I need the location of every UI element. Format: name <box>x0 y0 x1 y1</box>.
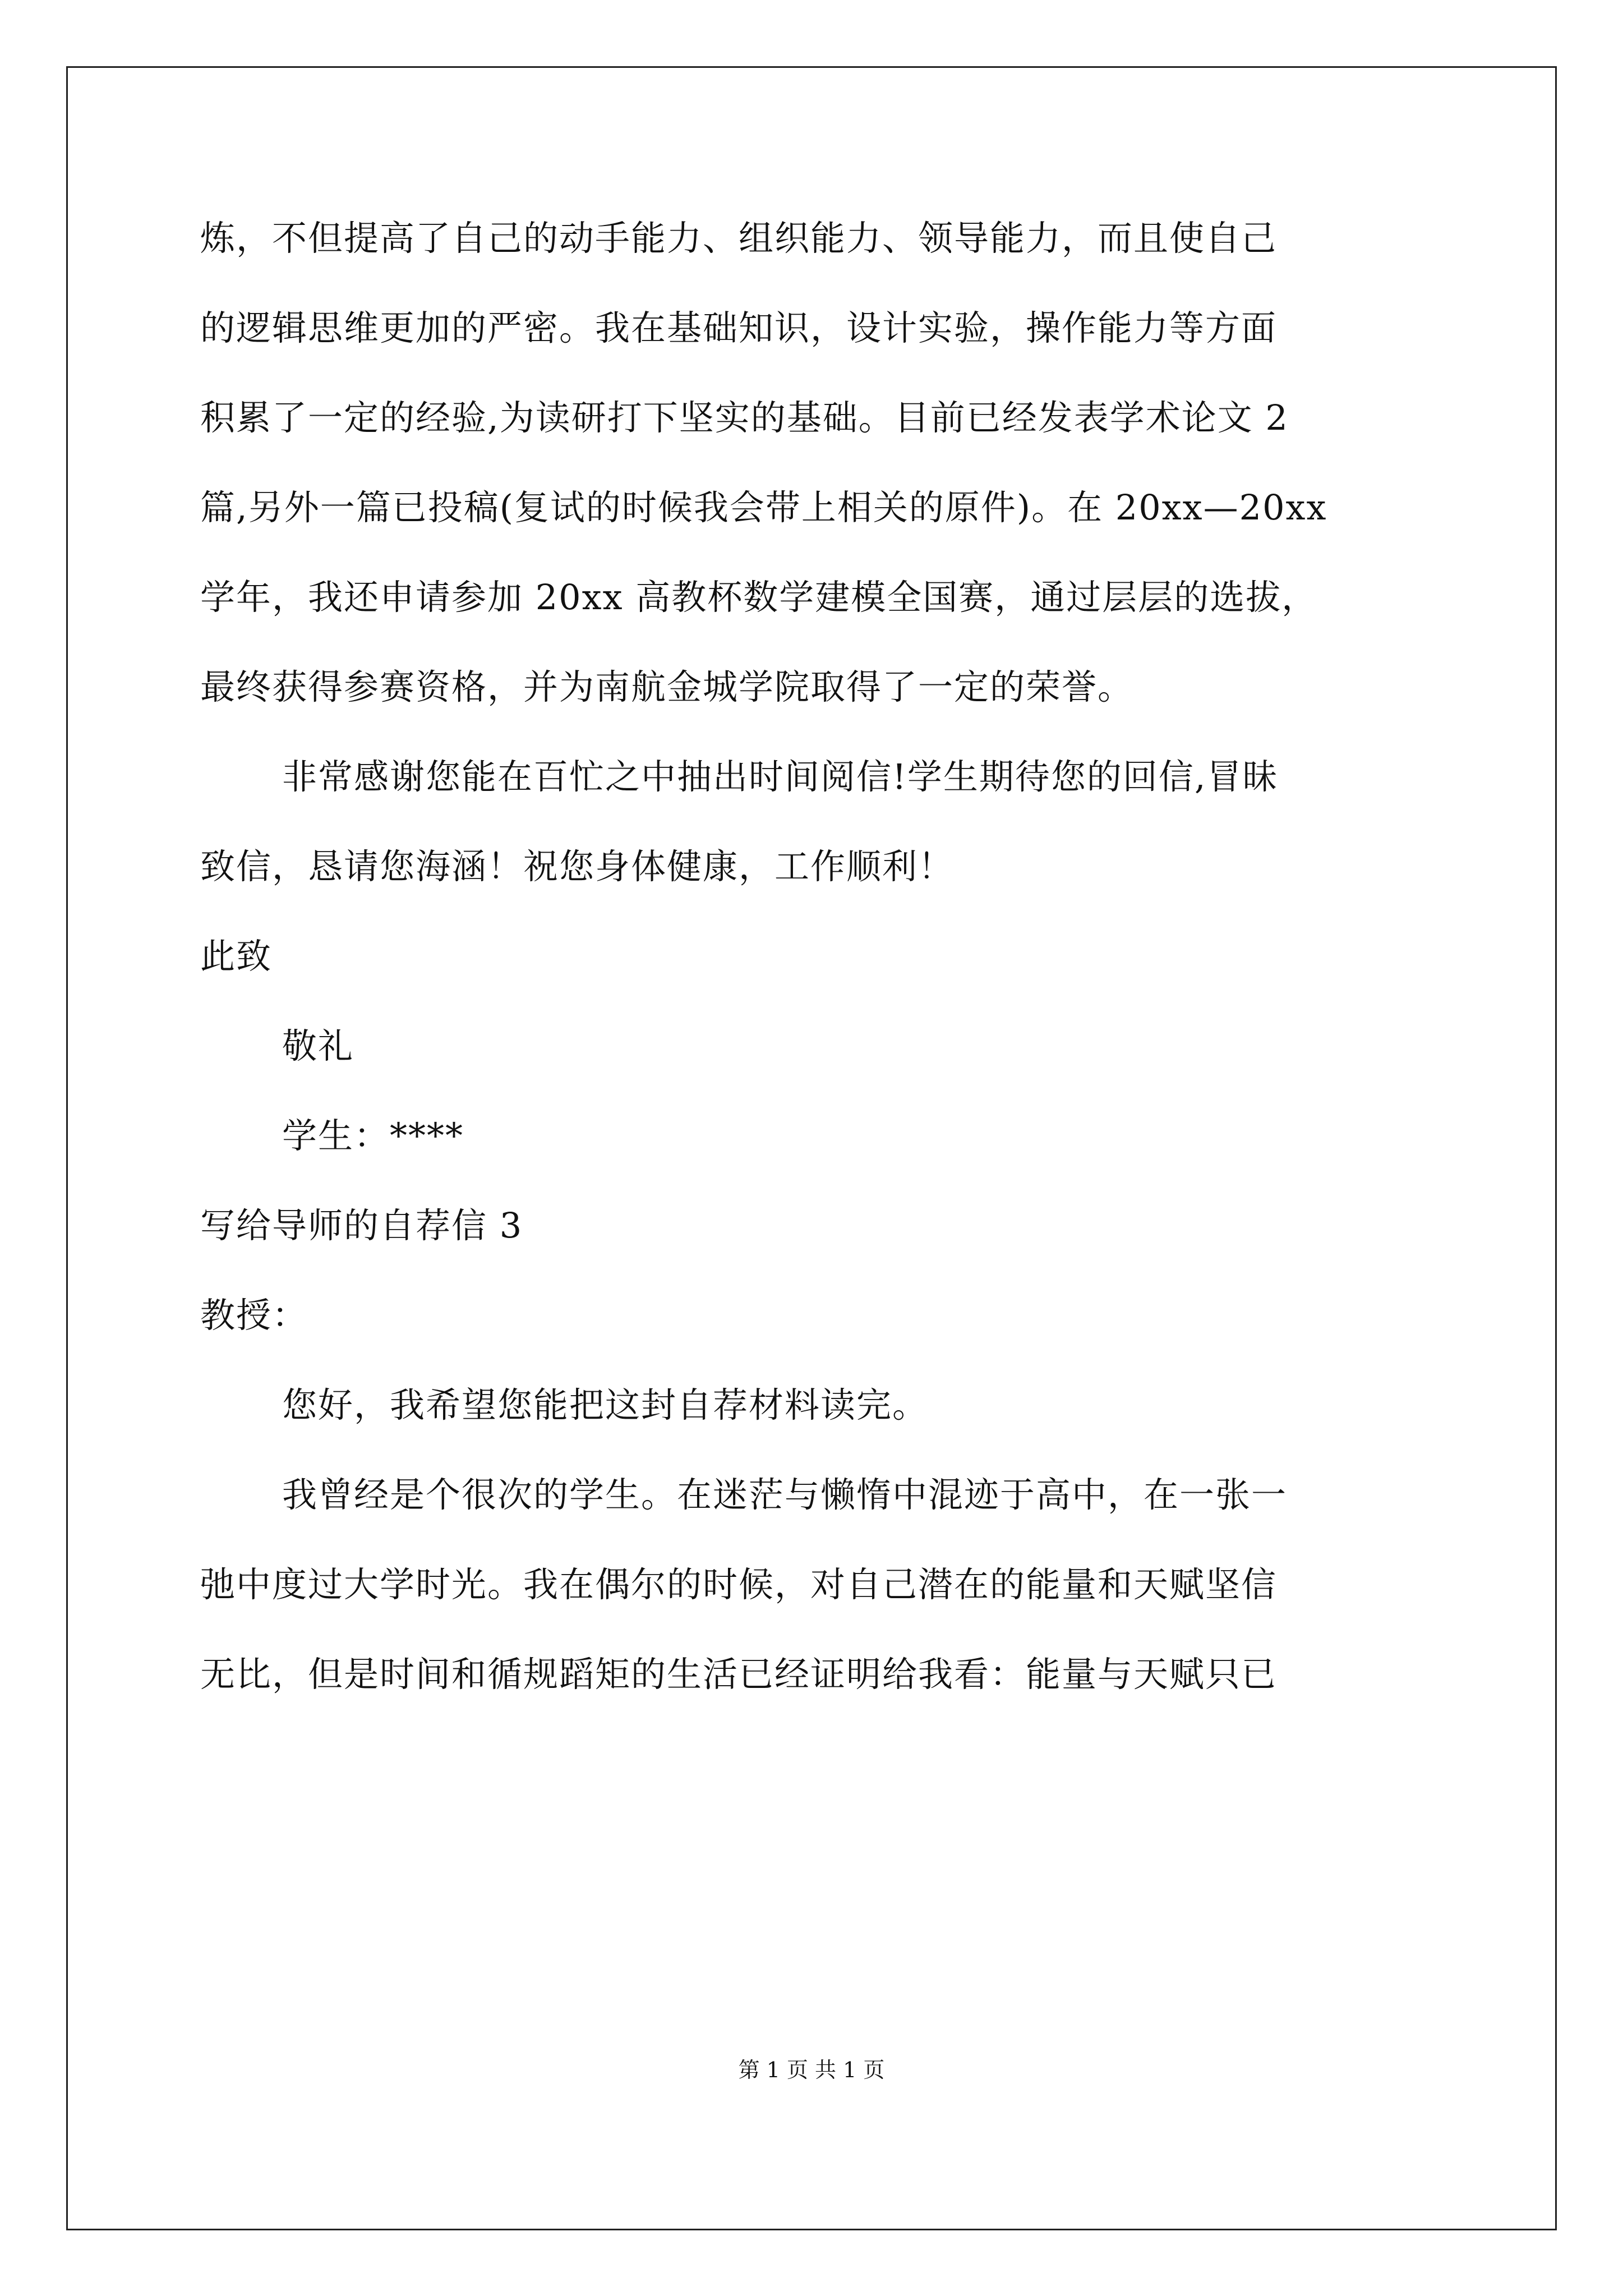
paragraph-line: 非常感谢您能在百忙之中抽出时间阅信!学生期待您的回信,冒昧 <box>282 756 1279 797</box>
closing-regards: 敬礼 <box>282 1025 354 1066</box>
paragraph-line: 积累了一定的经验,为读研打下坚实的基础。目前已经发表学术论文 2 <box>200 397 1289 438</box>
section-title: 写给导师的自荐信 3 <box>200 1205 523 1246</box>
paragraph-line: 的逻辑思维更加的严密。我在基础知识，设计实验，操作能力等方面 <box>200 307 1278 348</box>
signature-line: 学生：**** <box>282 1115 464 1156</box>
closing-salutation: 此致 <box>200 936 273 977</box>
paragraph-line: 我曾经是个很次的学生。在迷茫与懒惰中混迹于高中，在一张一 <box>282 1474 1288 1515</box>
paragraph-line: 无比，但是时间和循规蹈矩的生活已经证明给我看：能量与天赋只已 <box>200 1654 1278 1695</box>
paragraph-line: 弛中度过大学时光。我在偶尔的时候，对自己潜在的能量和天赋坚信 <box>200 1564 1278 1605</box>
recipient-salutation: 教授： <box>200 1295 308 1336</box>
paragraph-line: 致信，恳请您海涵！祝您身体健康，工作顺利！ <box>200 846 955 887</box>
paragraph-line: 篇,另外一篇已投稿(复试的时候我会带上相关的原件)。在 20xx—20xx <box>200 487 1327 528</box>
paragraph-line: 最终获得参赛资格，并为南航金城学院取得了一定的荣誉。 <box>200 666 1134 707</box>
paragraph-line: 炼，不但提高了自己的动手能力、组织能力、领导能力，而且使自己 <box>200 218 1278 259</box>
paragraph-line: 您好，我希望您能把这封自荐材料读完。 <box>282 1384 929 1425</box>
page-footer: 第 1 页 共 1 页 <box>738 2058 885 2082</box>
paragraph-line: 学年，我还申请参加 20xx 高教杯数学建模全国赛，通过层层的选拔， <box>200 577 1318 618</box>
